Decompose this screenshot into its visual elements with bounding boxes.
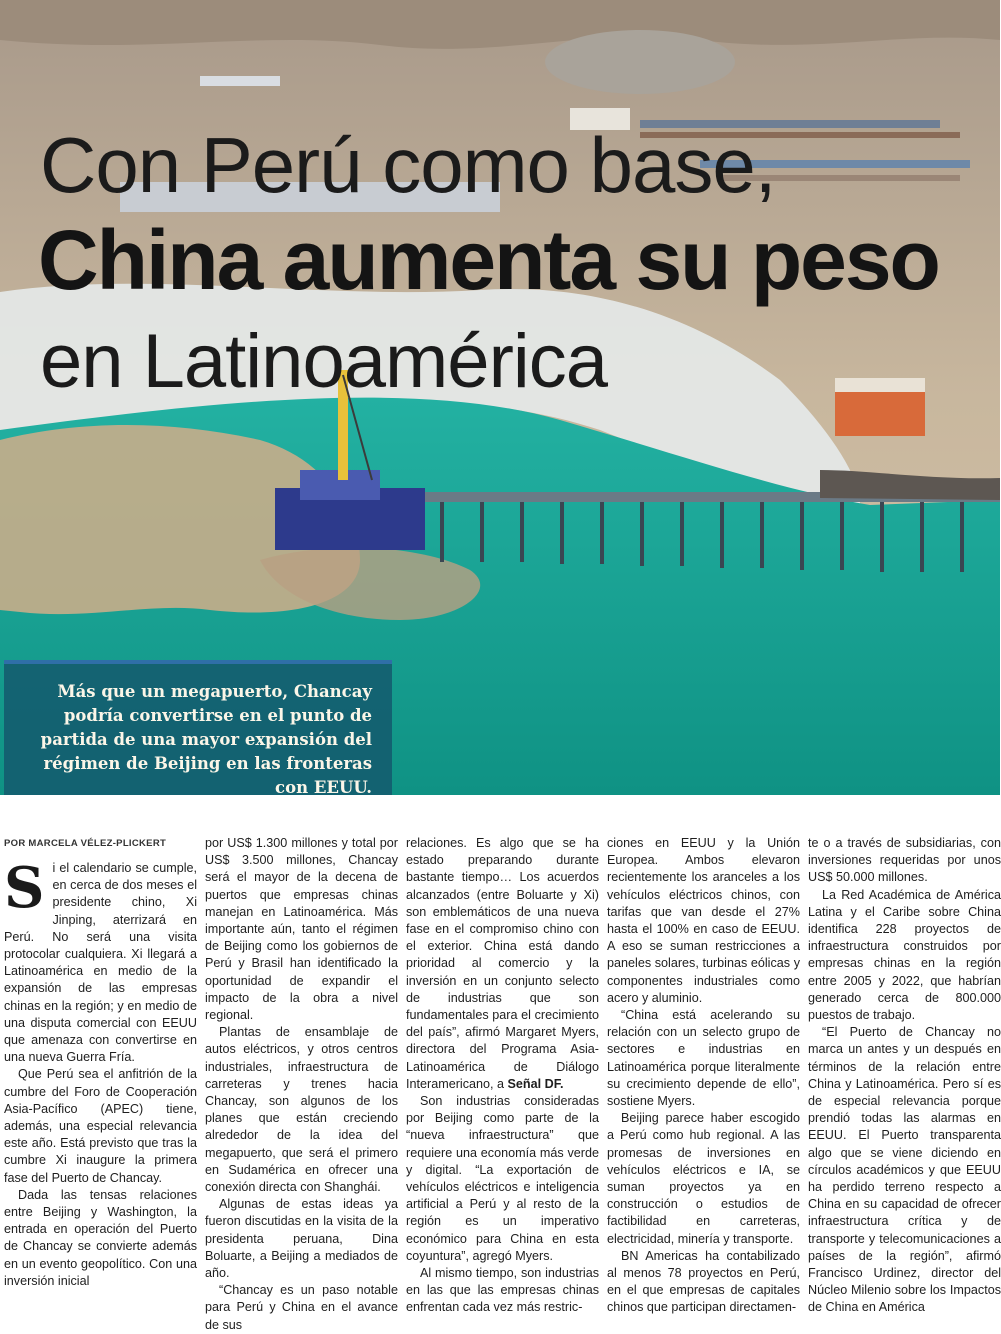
byline: POR MARCELA VÉLEZ-PLICKERT xyxy=(4,838,167,849)
paragraph: te o a través de subsidiarias, con inversiones requeridas por unos US$ 50.000 millones. xyxy=(808,836,1001,885)
paragraph: La Red Académica de América Latina y el Caribe sobre China identifica 228 proyectos de infraestructura construidos por empresas chinas en la región entre 2005 y 2022, que habrían generado cerca de 800.000 puestos de trabajo. xyxy=(808,887,1001,1023)
column-3 xyxy=(406,835,599,1315)
paragraph: Al mismo tiempo, son industrias en las que las empresas chinas enfrentan cada vez más restric- xyxy=(406,1266,599,1315)
headline-line-3: en Latinoamérica xyxy=(40,319,608,404)
paragraph xyxy=(4,855,197,1066)
paragraph: “El Puerto de Chancay no marca un antes y un después en términos de la relación entre China y Latinoamérica. Pero sí es de especial relevancia porque prendió todas las alarmas en EEUU. El Puerto transparenta algo que se viene diciendo en círculos académicos y que EEUU ha perdido terreno respecto a China en su capacidad de ofrecer infraestructura crítica y de transporte y telecomunicaciones a países de la región”, afirmó Francisco Urdinez, director del Núcleo Milenio sobre los Impactos de China en América xyxy=(808,1025,1001,1315)
paragraph-text: i el calendario se cumple, en cerca de dos meses el presidente chino, Xi Jinping, aterrizará en Perú. No será una visita protocolar cualquiera. Xi llegará a Latinoamérica en medio de la expansión de las empresas chinas en la región; y en medio de una disputa comercial con EEUU que amenaza con convertirse en una nueva Guerra Fría. xyxy=(4,861,197,1065)
paragraph: Son industrias consideradas por Beijing como parte de la “nueva infraestructura” que requiere una economía más verde y digital. “La exportación de vehículos eléctricos e inteligencia artificial a Perú y al resto de la región es un imperativo económico para China en esta coyuntura”, agregó Myers. xyxy=(406,1094,599,1263)
column-5 xyxy=(808,835,1001,1315)
headline-line-2: China aumenta su peso xyxy=(38,213,939,307)
outlet-name: Señal DF. xyxy=(507,1076,564,1091)
paragraph: por US$ 1.300 millones y total por US$ 3.500 millones, Chancay será el mayor de la decena de puertos que empresas chinas manejan en Latinoamérica. Más importante aún, tanto el régimen de Beijing como los gobiernos de Perú y Brasil han identificado la oportunidad de expandir el impacto de la obra a nivel regional. xyxy=(205,836,398,1023)
paragraph: ciones en EEUU y la Unión Europea. Ambos elevaron recientemente los aranceles a los vehículos eléctricos chinos, con tarifas que van desde el 27% hasta el 100% en caso de EEUU. A eso se suman restricciones a paneles solares, turbinas eólicas y componentes industriales como acero y aluminio. xyxy=(607,836,800,1005)
dek-text: Más que un megapuerto, Chancay podría convertirse en el punto de partida de una mayor expansión del régimen de Beijing en las fronteras con EEUU. xyxy=(40,682,372,797)
column-1 xyxy=(4,855,197,1288)
column-2 xyxy=(205,835,398,1332)
paragraph: Que Perú sea el anfitrión de la cumbre del Foro de Cooperación Asia-Pacífico (APEC) tiene, además, una especial relevancia este año. Está previsto que tras la cumbre Xi inaugure la primera fase del Puerto de Chancay. xyxy=(4,1067,197,1185)
headline-line-1: Con Perú como base, xyxy=(40,121,776,209)
paragraph: Beijing parece haber escogido a Perú como hub regional. A las promesas de inversiones en vehículos eléctricos e IA, se suman proyectos ya en construcción o estudios de factibilidad en carreteras, electricidad, minería y transporte. xyxy=(607,1111,800,1246)
paragraph: “Chancay es un paso notable para Perú y China en el avance de sus xyxy=(205,1283,398,1332)
headline xyxy=(0,0,1000,420)
paragraph: Dada las tensas relaciones entre Beijing y Washington, la entrada en operación del Puerto de Chancay se convierte además en un evento geopolítico. Con una inversión inicial xyxy=(4,1187,197,1288)
paragraph-text: relaciones. Es algo que se ha estado preparando durante bastante tiempo… Los acuerdos alcanzados (entre Boluarte y Xi) son emblemáticos de una nueva fase en el compromiso chino con el exterior. China está dando prioridad al comercio y la inversión en un conjunto selecto de industrias que son fundamentales para el crecimiento del país”, afirmó Margaret Myers, directora del Programa Asia-Latinoamérica de Diálogo Interamericano, a xyxy=(406,836,599,1091)
paragraph xyxy=(406,835,599,1093)
paragraph: Algunas de estas ideas ya fueron discutidas en la visita de la presidenta peruana, Dina Boluarte, a Beijing a mediados de año. xyxy=(205,1197,398,1281)
column-4 xyxy=(607,835,800,1315)
drop-cap: S xyxy=(4,855,45,921)
paragraph: Plantas de ensamblaje de autos eléctricos, y otros centros industriales, infraestructura de carreteras y trenes hacia Chancay, son algunos de los planes que están creciendo alrededor de la idea del megapuerto, que será el primero en Sudamérica en ofrecer una conexión directa con Shanghái. xyxy=(205,1025,398,1195)
article-body xyxy=(0,800,1001,1332)
dek-box xyxy=(4,660,392,795)
paragraph: BN Americas ha contabilizado al menos 78 proyectos en Perú, en el que empresas de capitales chinos que participan directamen- xyxy=(607,1248,800,1315)
paragraph: “China está acelerando su relación con un selecto grupo de sectores e industrias en Latinoamérica porque literalmente su crecimiento depende de ello”, sostiene Myers. xyxy=(607,1008,800,1109)
